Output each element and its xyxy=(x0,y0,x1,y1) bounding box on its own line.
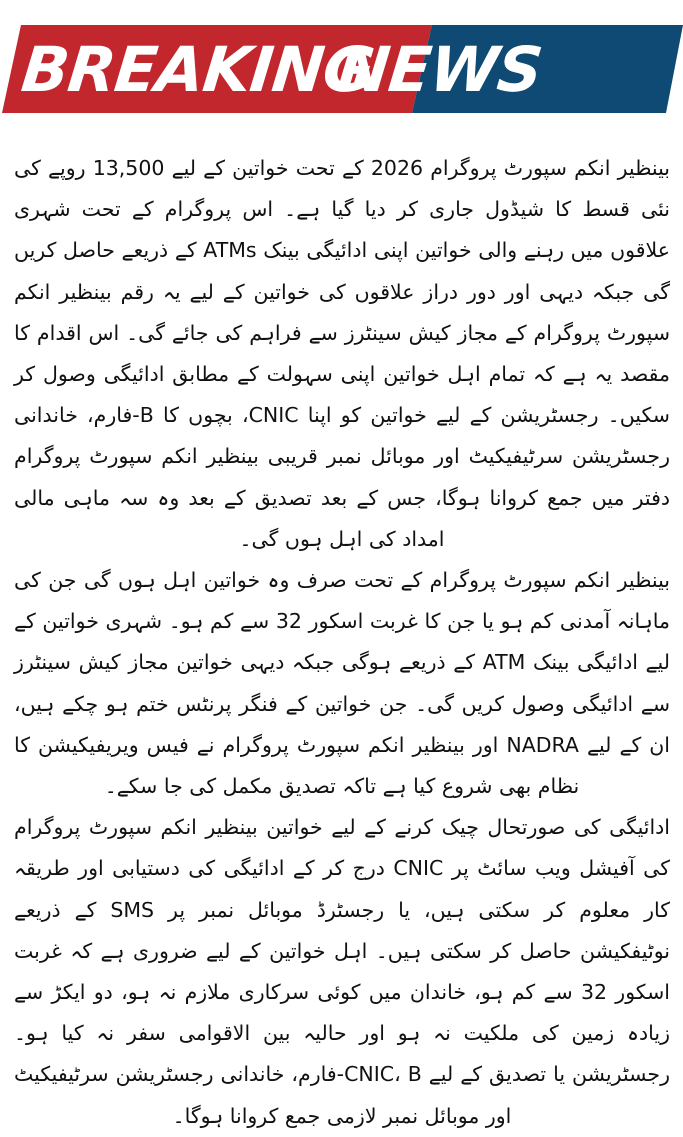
banner-breaking-text: BREAKING xyxy=(18,32,378,106)
banner-news-text: NEWS xyxy=(334,32,546,106)
breaking-news-banner xyxy=(0,25,683,113)
article-paragraph-2: بینظیر انکم سپورٹ پروگرام کے تحت صرف وہ خواتین اہل ہوں گی جن کی ماہانہ آمدنی کم ہو یا جن کا غربت اسکور 32 سے کم ہو۔ شہری خواتین کے لیے ادائیگی بینک ATM کے ذریعے ہوگی جبکہ دیہی خواتین مجاز کیش سینٹرز سے ادائیگی وصول کریں گی۔ جن خواتین کے فنگر پرنٹس ختم ہو چکے ہیں، ان کے لیے NADRA اور بینظیر انکم سپورٹ پروگرام نے فیس ویریفیکیشن کا نظام بھی شروع کیا ہے تاکہ تصدیق مکمل کی جا سکے۔ xyxy=(14,568,670,799)
article-paragraph-3: ادائیگی کی صورتحال چیک کرنے کے لیے خواتین بینظیر انکم سپورٹ پروگرام کی آفیشل ویب سائٹ پر CNIC درج کر کے ادائیگی کی دستیابی اور طریقہ کار معلوم کر سکتی ہیں، یا رجسٹرڈ موبائل نمبر پر SMS کے ذریعے نوٹیفکیشن حاصل کر سکتی ہیں۔ اہل خواتین کے لیے ضروری ہے کہ غربت اسکور 32 سے کم ہو، خاندان میں کوئی سرکاری ملازم نہ ہو، دو ایکڑ سے زیادہ زمین کی ملکیت نہ ہو اور حالیہ بین الاقوامی سفر نہ کیا ہو۔ رجسٹریشن یا تصدیق کے لیے CNIC، B-فارم، خاندانی رجسٹریشن سرٹیفیکیٹ اور موبائل نمبر لازمی جمع کروانا ہوگا۔ xyxy=(14,815,671,1128)
article-paragraph-1: بینظیر انکم سپورٹ پروگرام 2026 کے تحت خواتین کے لیے 13,500 روپے کی نئی قسط کا شیڈول جاری کر دیا گیا ہے۔ اس پروگرام کے تحت شہری علاقوں میں رہنے والی خواتین اپنی ادائیگی بینک ATMs کے ذریعے حاصل کریں گی جبکہ دیہی اور دور دراز علاقوں کی خواتین کے لیے یہ رقم بینظیر انکم سپورٹ پروگرام کے مجاز کیش سینٹرز سے فراہم کی جائے گی۔ اس اقدام کا مقصد یہ ہے کہ تمام اہل خواتین اپنی سہولت کے مطابق ادائیگی وصول کر سکیں۔ رجسٹریشن کے لیے خواتین کو اپنا CNIC، بچوں کا B-فارم، خاندانی رجسٹریشن سرٹیفیکیٹ اور موبائل نمبر قریبی بینظیر انکم سپورٹ پروگرام دفتر میں جمع کروانا ہوگا، جس کے بعد تصدیق کے بعد وہ سہ ماہی مالی امداد کی اہل ہوں گی۔ xyxy=(14,156,670,551)
article-body xyxy=(14,148,670,1137)
